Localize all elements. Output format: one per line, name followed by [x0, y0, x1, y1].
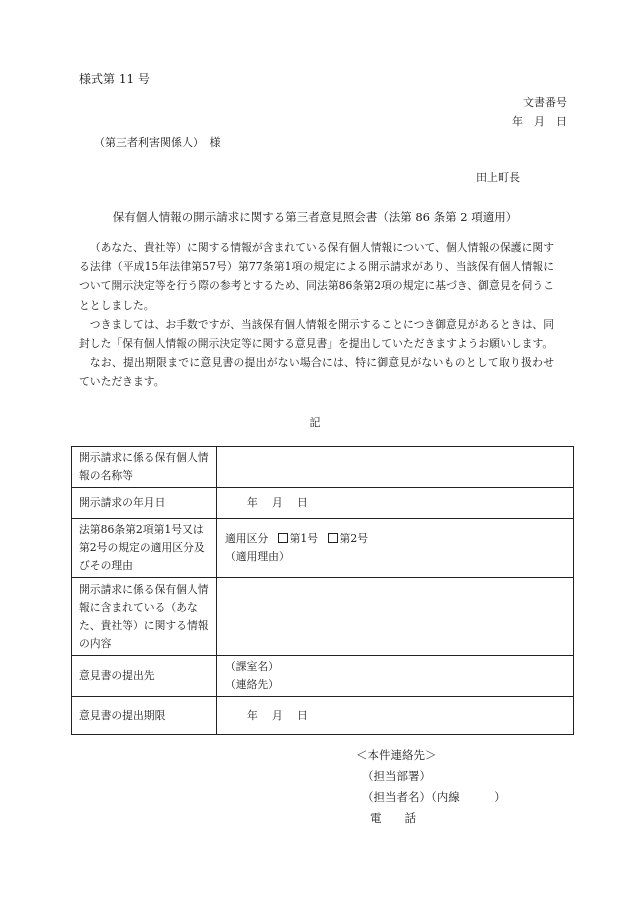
addressee: （第三者利害関係人） 様: [94, 136, 221, 149]
body-text: [79, 238, 554, 392]
request-date-value: 年 月 日: [247, 496, 308, 509]
row-label-info-content: 開示請求に係る保有個人情報に含まれている（あなた、貴社等）に関する情報の内容: [72, 578, 217, 656]
row-value-info-content[interactable]: [217, 578, 574, 656]
contact-phone: 電 話: [370, 811, 416, 825]
row-value-info-name[interactable]: [217, 447, 574, 488]
contact-block: [356, 745, 506, 829]
application-reason: （適用理由）: [225, 550, 290, 563]
table-row: [72, 488, 574, 519]
row-label-submission-destination: 意見書の提出先: [72, 656, 217, 697]
form-number: 様式第 11 号: [79, 72, 150, 86]
document-number-label: 文書番号: [523, 96, 567, 109]
table-row: [72, 447, 574, 488]
contact-department: （担当部署）: [362, 769, 431, 783]
row-value-request-date[interactable]: [217, 488, 574, 519]
row-label-request-date: 開示請求の年月日: [72, 488, 217, 519]
section-name-field: （課室名）: [225, 660, 279, 673]
ki-heading: 記: [309, 416, 321, 429]
table-row: [72, 578, 574, 656]
row-value-submission-deadline[interactable]: [217, 697, 574, 735]
table-row: [72, 697, 574, 735]
contact-person: （担当者名）（内線 ）: [362, 790, 506, 804]
row-label-info-name: 開示請求に係る保有個人情報の名称等: [72, 447, 217, 488]
contact-heading: ＜本件連絡先＞: [356, 748, 437, 762]
checkbox-option-2[interactable]: [328, 533, 338, 543]
category-prefix: 適用区分: [225, 532, 269, 545]
sender: 田上町長: [476, 171, 520, 184]
contact-field: （連絡先）: [225, 678, 279, 691]
body-paragraph-3: なお、提出期限までに意見書の提出がない場合には、特に御意見がないものとして取り扱わせていただきます。: [79, 356, 554, 389]
row-label-application-category: 法第86条第2項第1号又は第2号の規定の適用区分及びその理由: [72, 519, 217, 578]
table-row: [72, 519, 574, 578]
row-label-submission-deadline: 意見書の提出期限: [72, 697, 217, 735]
deadline-date-value: 年 月 日: [247, 708, 308, 722]
row-value-submission-destination: [217, 656, 574, 697]
checkbox-option-1[interactable]: [278, 533, 288, 543]
body-paragraph-1: （あなた、貴社等）に関する情報が含まれている保有個人情報について、個人情報の保護に関する法律（平成15年法律第57号）第77条第1項の規定による開示請求があり、当該保有個人情報について開示決定等を行う際の参考とするため、同法第86条第2項の規定に基づき、御意見を伺うこととしました。: [79, 241, 554, 312]
option-1-label: 第1号: [289, 532, 319, 545]
document-date: 年 月 日: [512, 115, 567, 128]
detail-table: [71, 446, 574, 735]
document-title: 保有個人情報の開示請求に関する第三者意見照会書（法第 86 条第 2 項適用）: [112, 210, 518, 224]
table-row: [72, 656, 574, 697]
body-paragraph-2: つきましては、お手数ですが、当該保有個人情報を開示することにつき御意見があるときは、同封した「保有個人情報の開示決定等に関する意見書」を提出していただきますようお願いします。: [79, 317, 554, 351]
row-value-application-category: [217, 519, 574, 578]
option-2-label: 第2号: [339, 532, 368, 545]
